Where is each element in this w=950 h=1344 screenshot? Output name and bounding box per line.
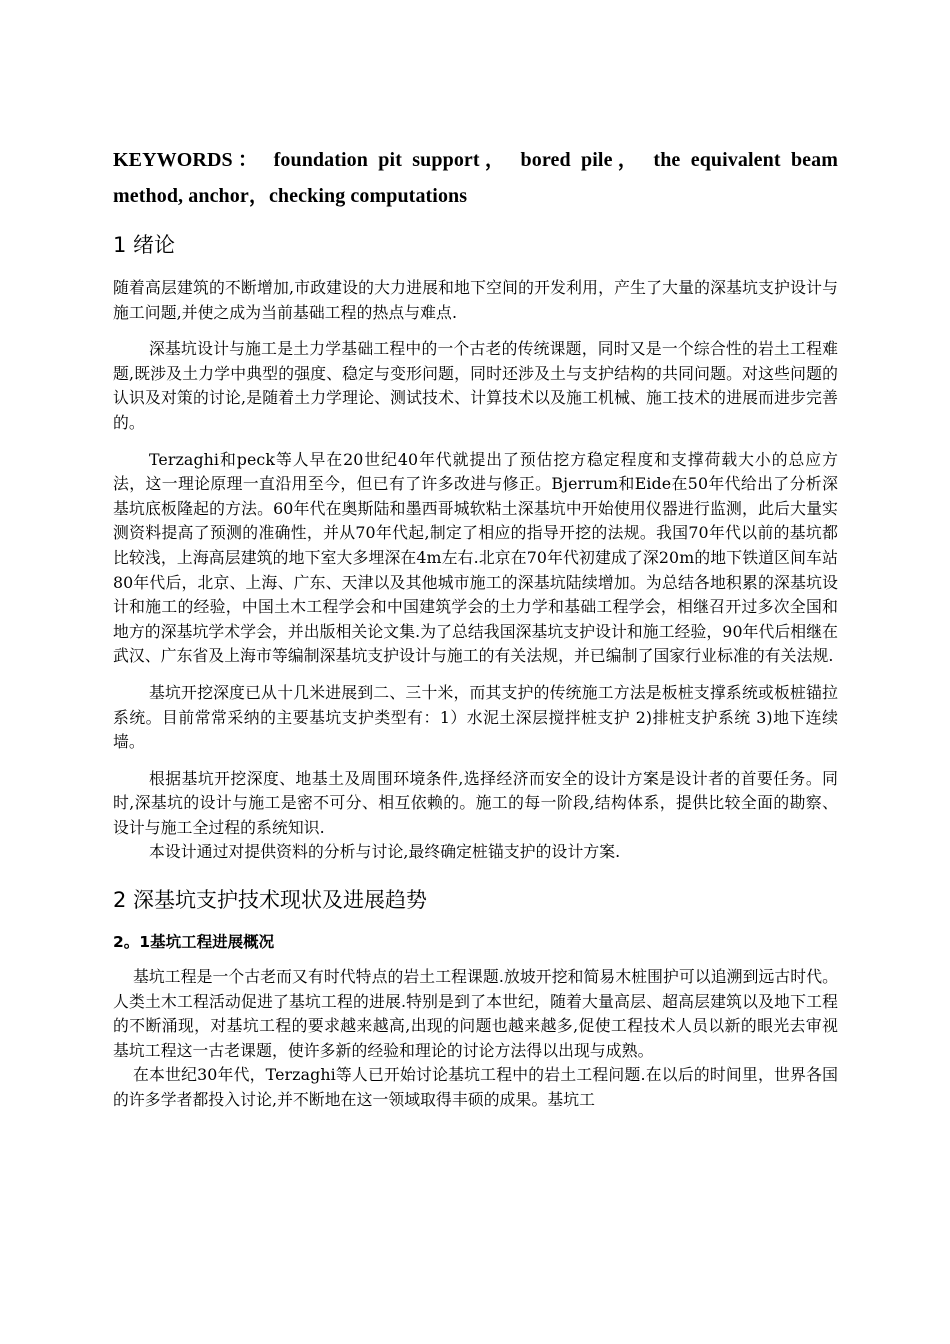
section-1-heading: 1 绪论 <box>113 233 176 257</box>
section-2-1-paragraph: 基坑工程是一个古老而又有时代特点的岩土工程课题.放坡开挖和简易木桩围护可以追溯到远古时代。人类土木工程活动促进了基坑工程的进展.特别是到了本世纪，随着大量高层、超高层建筑以及地下工程的不断涌现，对基坑工程的要求越来越高,出现的问题也越来越多,促使工程技术人员以新的眼光去审视基坑工程这一古老课题，使许多新的经验和理论的讨论方法得以出现与成熟。 <box>113 967 838 1060</box>
section-1-paragraph: 根据基坑开挖深度、地基土及周围环境条件,选择经济而安全的设计方案是设计者的首要任务。同时,深基坑的设计与施工是密不可分、相互依赖的。施工的每一阶段,结构体系，提供比较全面的勘察、设计与施工全过程的系统知识. <box>113 768 838 837</box>
section-2-heading: 2 深基坑支护技术现状及进展趋势 <box>113 888 428 913</box>
keywords-text: foundation pit support， bored pile， the equivalent beam method, anchor，checking computations <box>113 149 839 207</box>
section-1-paragraph: 随着高层建筑的不断增加,市政建设的大力进展和地下空间的开发利用，产生了大量的深基坑支护设计与施工问题,并使之成为当前基础工程的热点与难点. <box>113 278 838 322</box>
section-1-paragraph: 基坑开挖深度已从十几米进展到二、三十米，而其支护的传统施工方法是板桩支撑系统或板桩锚拉系统。目前常常采纳的主要基坑支护类型有：1）水泥土深层搅拌桩支护 2)排桩支护系统 3)地下连续墙。 <box>113 682 838 752</box>
keywords-line <box>113 142 838 214</box>
section-1-paragraph: 深基坑设计与施工是土力学基础工程中的一个古老的传统课题，同时又是一个综合性的岩土工程难题,既涉及土力学中典型的强度、稳定与变形问题，同时还涉及土与支护结构的共同问题。对这些问题的认识及对策的讨论,是随着土力学理论、测试技术、计算技术以及施工机械、施工技术的进展而进步完善的。 <box>113 339 838 432</box>
section-1-paragraph: Terzaghi和peck等人早在20世纪40年代就提出了预估挖方稳定程度和支撑荷载大小的总应方法，这一理论原理一直沿用至今，但已有了许多改进与修正。Bjerrum和Eide在50年代给出了分析深基坑底板隆起的方法。60年代在奥斯陆和墨西哥城软粘土深基坑中开始使用仪器进行监测，此后大量实测资料提高了预测的准确性，并从70年代起,制定了相应的指导开挖的法规。我国70年代以前的基坑都比较浅，上海高层建筑的地下室大多埋深在4m左右.北京在70年代初建成了深20m的地下铁道区间车站80年代后，北京、上海、广东、天津以及其他城市施工的深基坑陆续增加。为总结各地积累的深基坑设计和施工的经验，中国土木工程学会和中国建筑学会的土力学和基础工程学会，相继召开过多次全国和地方的深基坑学术学会，并出版相关论文集.为了总结我国深基坑支护设计和施工经验，90年代后相继在武汉、广东省及上海市等编制深基坑支护设计与施工的有关法规，并已编制了国家行业标准的有关法规. <box>113 449 838 666</box>
page-content <box>113 142 838 1113</box>
section-1-paragraph: 本设计通过对提供资料的分析与讨论,最终确定桩锚支护的设计方案. <box>149 842 621 862</box>
section-2-1-paragraph: 在本世纪30年代，Terzaghi等人已开始讨论基坑工程中的岩土工程问题.在以后的时间里，世界各国的许多学者都投入讨论,并不断地在这一领域取得丰硕的成果。基坑工 <box>113 1065 838 1110</box>
keywords-label: KEYWORDS： <box>113 149 264 171</box>
section-2-1-heading: 2。1基坑工程进展概况 <box>113 933 275 952</box>
